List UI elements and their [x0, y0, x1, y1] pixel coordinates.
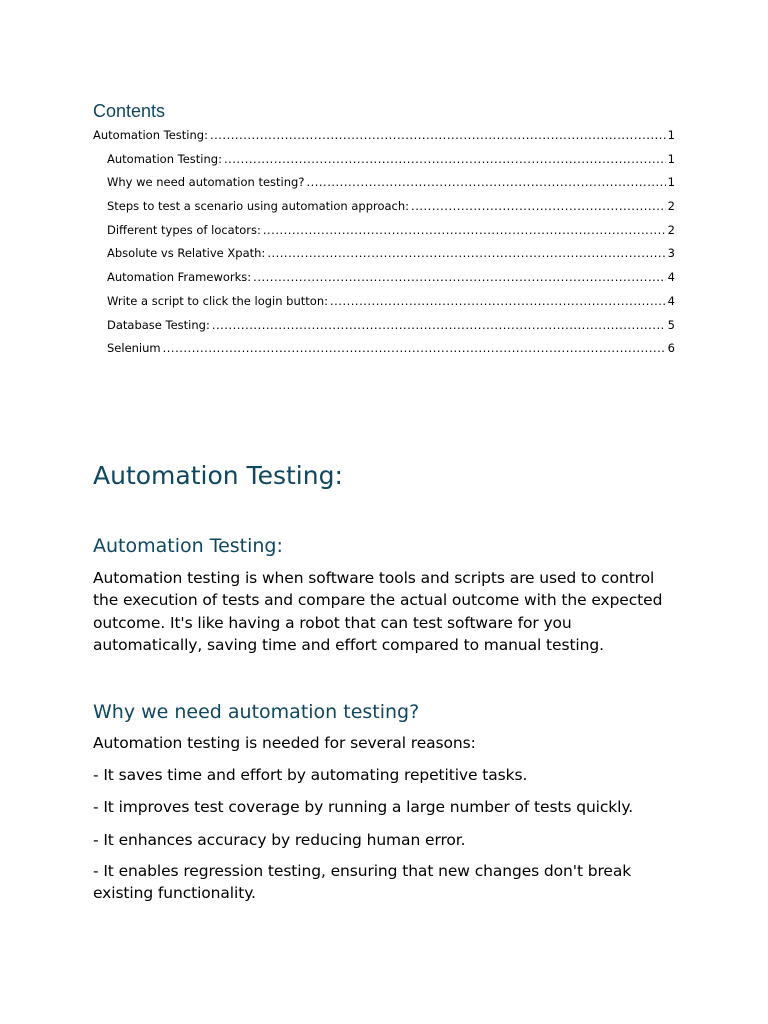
- toc-entry-page: 1: [667, 128, 675, 142]
- table-of-contents: [93, 127, 675, 364]
- toc-leader-dots: [253, 269, 666, 286]
- toc-leader-dots: [163, 340, 666, 357]
- toc-entry-label: Automation Testing:: [107, 151, 222, 166]
- toc-entry-page: 2: [667, 222, 675, 237]
- toc-leader-dots: [267, 245, 665, 262]
- toc-entry[interactable]: [93, 269, 675, 293]
- toc-leader-dots: [263, 222, 666, 239]
- toc-leader-dots: [212, 317, 666, 334]
- toc-leader-dots: [330, 293, 666, 310]
- toc-entry-page: 5: [667, 317, 675, 332]
- toc-leader-dots: [306, 174, 665, 191]
- list-item: - It enhances accuracy by reducing human error.: [93, 831, 466, 849]
- toc-entry-page: 4: [667, 270, 675, 285]
- list-item: - It saves time and effort by automating repetitive tasks.: [93, 766, 528, 784]
- toc-title: Contents: [93, 101, 166, 121]
- list-item: - It enables regression testing, ensuring that new changes don't break existing functionality.: [93, 862, 632, 903]
- toc-entry[interactable]: [93, 174, 675, 198]
- toc-entry-label: Automation Testing:: [93, 128, 208, 142]
- body-paragraph: Automation testing is needed for several reasons:: [93, 734, 476, 752]
- toc-entry-label: Different types of locators:: [107, 222, 261, 237]
- toc-entry-label: Steps to test a scenario using automation approach:: [107, 199, 410, 214]
- toc-entry[interactable]: [93, 222, 675, 246]
- toc-entry-page: 6: [667, 341, 675, 356]
- toc-leader-dots: [224, 151, 666, 168]
- toc-entry-page: 1: [667, 151, 675, 166]
- toc-leader-dots: [210, 127, 666, 144]
- toc-entry-label: Selenium: [107, 341, 161, 356]
- toc-leader-dots: [411, 198, 666, 215]
- toc-entry-page: 1: [667, 175, 675, 190]
- toc-entry-page: 3: [667, 246, 675, 261]
- toc-entry-label: Absolute vs Relative Xpath:: [107, 246, 266, 261]
- toc-entry-page: 4: [667, 293, 675, 308]
- toc-entry[interactable]: [93, 245, 675, 269]
- heading-2: Automation Testing:: [93, 535, 283, 557]
- toc-entry-label: Write a script to click the login button:: [107, 293, 328, 308]
- list-item: - It improves test coverage by running a large number of tests quickly.: [93, 798, 634, 816]
- toc-entry-label: Automation Frameworks:: [107, 270, 252, 285]
- heading-1: Automation Testing:: [93, 461, 343, 490]
- toc-entry[interactable]: [93, 340, 675, 364]
- toc-entry[interactable]: [93, 198, 675, 222]
- toc-entry[interactable]: [93, 293, 675, 317]
- body-paragraph: Automation testing is when software tools and scripts are used to control the execution of tests and compare the actual outcome with the expected outcome. It's like having a robot that can test software for you automatically, saving time and effort compared to manual testing.: [93, 569, 663, 654]
- toc-entry-label: Why we need automation testing?: [107, 175, 305, 190]
- heading-2: Why we need automation testing?: [93, 701, 420, 723]
- toc-entry[interactable]: [93, 151, 675, 175]
- toc-entry[interactable]: [93, 317, 675, 341]
- toc-entry[interactable]: [93, 127, 675, 151]
- toc-entry-page: 2: [667, 199, 675, 214]
- toc-entry-label: Database Testing:: [107, 317, 210, 332]
